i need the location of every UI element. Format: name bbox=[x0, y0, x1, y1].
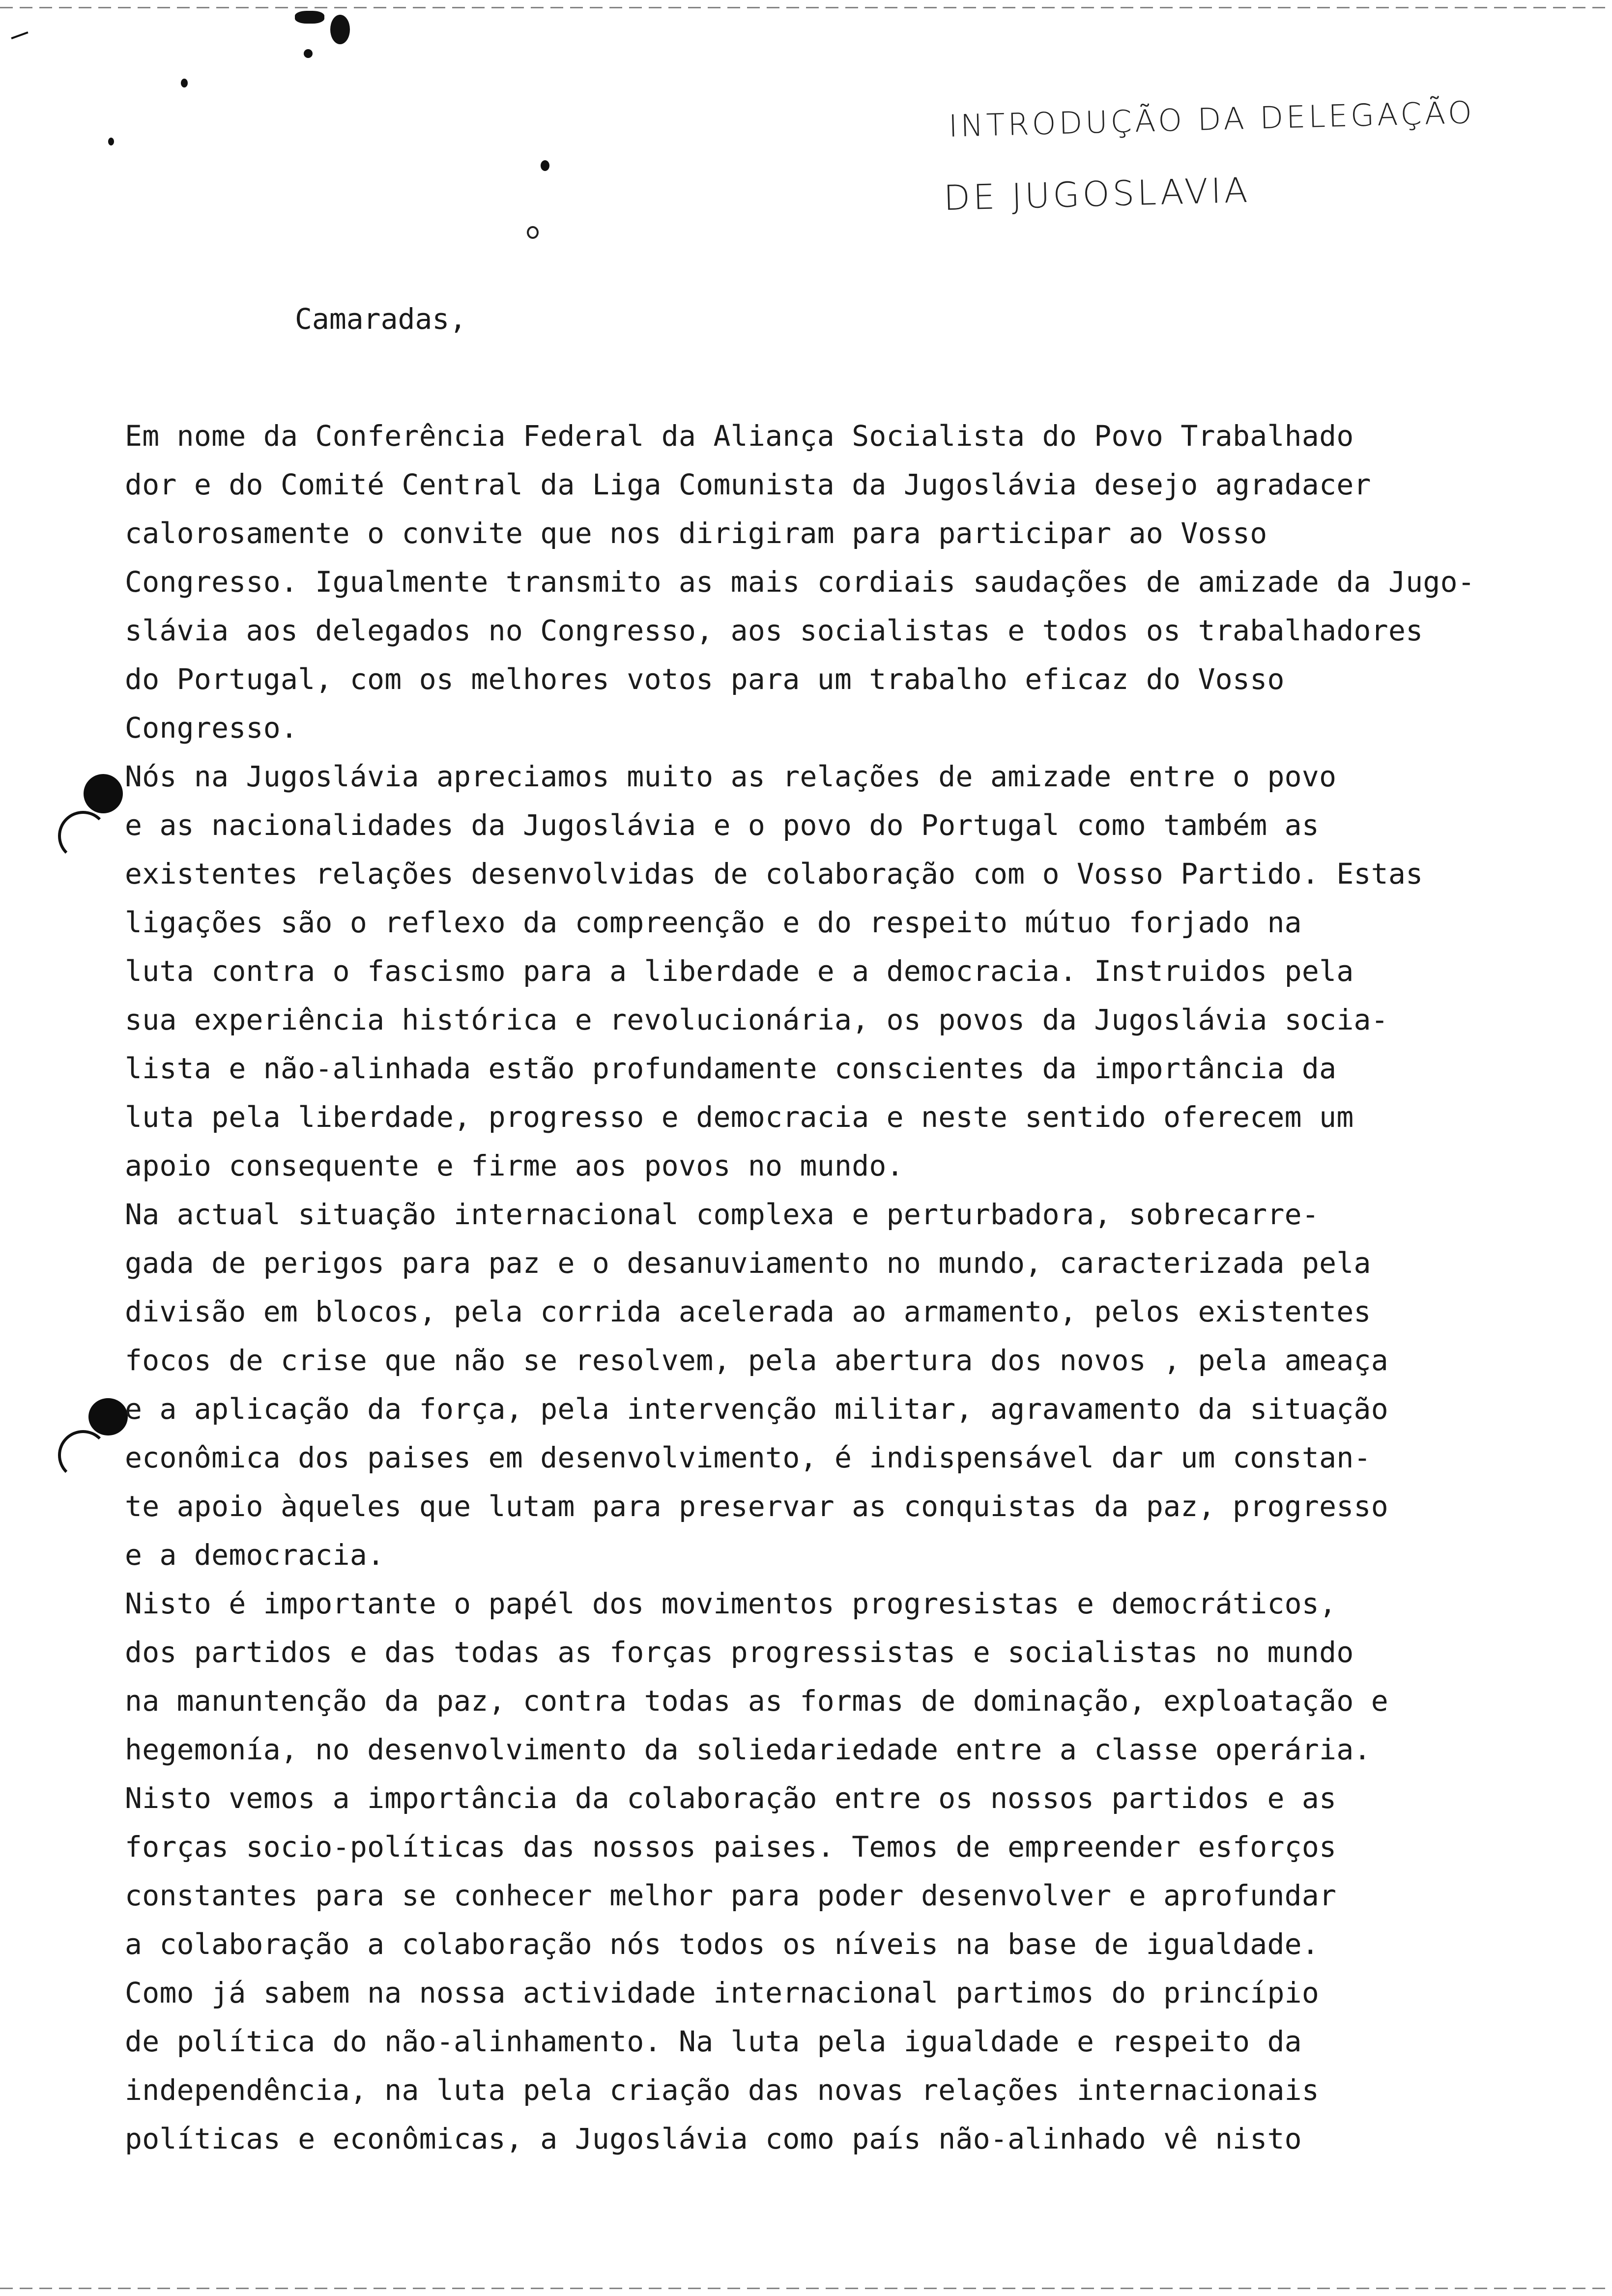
text-line: e a democracia. bbox=[125, 1538, 385, 1572]
text-line: de política do não-alinhamento. Na luta pela igualdade e respeito da bbox=[125, 2025, 1302, 2058]
text-line: e a aplicação da força, pela intervenção militar, agravamento da situação bbox=[125, 1392, 1388, 1426]
text-line: ligações são o reflexo da compreenção e do respeito mútuo forjado na bbox=[125, 906, 1302, 939]
scan-speck bbox=[527, 226, 539, 239]
text-line: Nós na Jugoslávia apreciamos muito as relações de amizade entre o povo bbox=[125, 760, 1337, 793]
margin-ink-blot bbox=[84, 774, 123, 813]
scan-speck bbox=[108, 138, 114, 145]
scan-speck bbox=[541, 160, 549, 171]
text-line: Como já sabem na nossa actividade internacional partimos do princípio bbox=[125, 1976, 1320, 2009]
scan-speck bbox=[304, 49, 313, 58]
scan-bottom-edge bbox=[0, 2288, 1612, 2289]
handwritten-note-line-2: DE JUGOSLAVIA bbox=[943, 170, 1251, 219]
text-line: a colaboração a colaboração nós todos os níveis na base de igualdade. bbox=[125, 1927, 1320, 1961]
handwritten-note-line-1: INTRODUÇÃO DA DELEGAÇÃO bbox=[948, 94, 1475, 144]
text-line: gada de perigos para paz e o desanuviamento no mundo, caracterizada pela bbox=[125, 1246, 1371, 1280]
text-line: forças socio-políticas das nossos paises. Temos de empreender esforços bbox=[125, 1830, 1337, 1864]
letter-body bbox=[125, 412, 1560, 2163]
text-line: independência, na luta pela criação das novas relações internacionais bbox=[125, 2073, 1320, 2107]
text-line: hegemonía, no desenvolvimento da soliedariedade entre a classe operária. bbox=[125, 1733, 1371, 1766]
scan-speck bbox=[330, 15, 350, 44]
text-line: lista e não-alinhada estão profundamente conscientes da importância da bbox=[125, 1052, 1337, 1085]
text-line: existentes relações desenvolvidas de colaboração com o Vosso Partido. Estas bbox=[125, 857, 1423, 890]
margin-ink-blot bbox=[88, 1398, 128, 1435]
text-line: Na actual situação internacional complexa e perturbadora, sobrecarre- bbox=[125, 1198, 1320, 1231]
text-line: Congresso. bbox=[125, 711, 298, 745]
text-line: dor e do Comité Central da Liga Comunista da Jugoslávia desejo agradacer bbox=[125, 468, 1371, 501]
text-line: Nisto é importante o papél dos movimentos progresistas e democráticos, bbox=[125, 1587, 1337, 1620]
text-line: luta contra o fascismo para a liberdade e a democracia. Instruidos pela bbox=[125, 954, 1354, 988]
text-line: slávia aos delegados no Congresso, aos socialistas e todos os trabalhadores bbox=[125, 614, 1423, 647]
text-line: na manuntenção da paz, contra todas as formas de dominação, exploatação e bbox=[125, 1684, 1388, 1718]
text-line: divisão em blocos, pela corrida acelerada ao armamento, pelos existentes bbox=[125, 1295, 1371, 1328]
text-line: Congresso. Igualmente transmito as mais cordiais saudações de amizade da Jugo- bbox=[125, 565, 1475, 599]
text-line: focos de crise que não se resolvem, pela abertura dos novos , pela ameaça bbox=[125, 1344, 1388, 1377]
text-line: calorosamente o convite que nos dirigiram para participar ao Vosso bbox=[125, 517, 1267, 550]
text-line: constantes para se conhecer melhor para poder desenvolver e aprofundar bbox=[125, 1879, 1337, 1912]
text-line: e as nacionalidades da Jugoslávia e o povo do Portugal como também as bbox=[125, 808, 1320, 842]
scan-speck bbox=[295, 11, 324, 24]
text-line: do Portugal, com os melhores votos para um trabalho eficaz do Vosso bbox=[125, 662, 1285, 696]
margin-pencil-mark bbox=[58, 1430, 108, 1480]
text-line: políticas e econômicas, a Jugoslávia como país não-alinhado vê nisto bbox=[125, 2122, 1302, 2155]
text-line: luta pela liberdade, progresso e democracia e neste sentido oferecem um bbox=[125, 1100, 1354, 1134]
text-line: sua experiência histórica e revolucionária, os povos da Jugoslávia socia- bbox=[125, 1003, 1388, 1036]
scan-speck bbox=[11, 31, 28, 39]
margin-pencil-mark bbox=[58, 811, 108, 861]
text-line: Em nome da Conferência Federal da Aliança Socialista do Povo Trabalhado bbox=[125, 419, 1354, 453]
text-line: te apoio àqueles que lutam para preservar as conquistas da paz, progresso bbox=[125, 1490, 1388, 1523]
text-line: econômica dos paises em desenvolvimento, é indispensável dar um constan- bbox=[125, 1441, 1371, 1474]
text-line: dos partidos e das todas as forças progressistas e socialistas no mundo bbox=[125, 1636, 1354, 1669]
text-line: Nisto vemos a importância da colaboração entre os nossos partidos e as bbox=[125, 1781, 1337, 1815]
text-line: apoio consequente e firme aos povos no mundo. bbox=[125, 1149, 904, 1182]
scan-top-edge bbox=[0, 7, 1612, 8]
salutation: Camaradas, bbox=[295, 302, 467, 336]
scan-speck bbox=[181, 79, 188, 87]
